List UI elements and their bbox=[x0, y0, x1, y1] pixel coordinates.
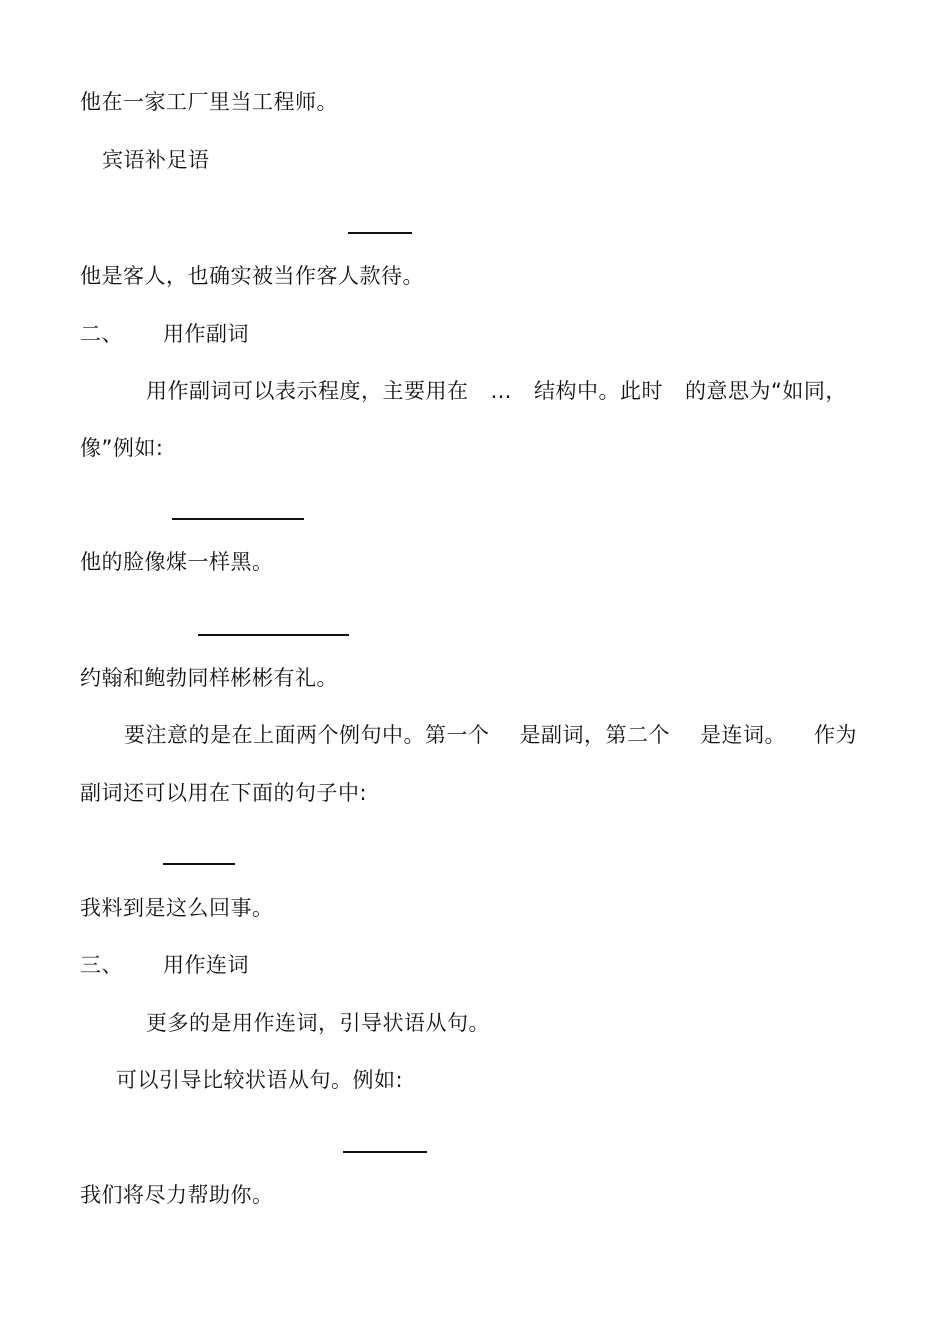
paragraph-text: 作为 bbox=[814, 723, 857, 747]
section-heading-2 bbox=[80, 320, 249, 348]
paragraph-note bbox=[124, 721, 857, 749]
example-face-coal: 他的脸像煤一样黑。 bbox=[80, 550, 274, 574]
blank-underline-2 bbox=[172, 518, 304, 520]
sentence-engineer: 他在一家工厂里当工程师。 bbox=[80, 90, 338, 114]
example-john-bob: 约翰和鲍勃同样彬彬有礼。 bbox=[80, 666, 338, 690]
paragraph-text: 是连词。 bbox=[700, 723, 786, 747]
sentence-guest: 他是客人，也确实被当作客人款待。 bbox=[80, 264, 424, 288]
blank-underline-4 bbox=[163, 863, 235, 865]
paragraph-text: 用作副词可以表示程度，主要用在 bbox=[146, 379, 469, 403]
label-object-complement: 宾语补足语 bbox=[102, 148, 210, 172]
example-help-you: 我们将尽力帮助你。 bbox=[80, 1183, 274, 1207]
section-title-3: 用作连词 bbox=[163, 953, 249, 977]
section-number-3: 三、 bbox=[80, 953, 123, 977]
paragraph-continuation-2: 副词还可以用在下面的句子中: bbox=[80, 781, 368, 805]
paragraph-text: 是副词，第二个 bbox=[519, 723, 670, 747]
paragraph-conjunction: 更多的是用作连词，引导状语从句。 bbox=[146, 1011, 490, 1035]
paragraph-adverb-usage bbox=[146, 377, 847, 405]
paragraph-continuation: 像”例如: bbox=[80, 436, 164, 460]
section-number-2: 二、 bbox=[80, 322, 123, 346]
blank-underline-5 bbox=[343, 1151, 427, 1153]
blank-underline-1 bbox=[348, 232, 412, 234]
paragraph-text: 结构中。此时 bbox=[534, 379, 663, 403]
paragraph-comparison: 可以引导比较状语从句。例如: bbox=[116, 1068, 404, 1092]
paragraph-text: 的意思为“如同， bbox=[685, 379, 847, 403]
section-title-2: 用作副词 bbox=[163, 322, 249, 346]
blank-underline-3 bbox=[198, 634, 349, 636]
section-heading-3 bbox=[80, 951, 249, 979]
paragraph-text: 要注意的是在上面两个例句中。第一个 bbox=[124, 723, 490, 747]
ellipsis-text: … bbox=[490, 379, 512, 403]
example-expected: 我料到是这么回事。 bbox=[80, 896, 274, 920]
